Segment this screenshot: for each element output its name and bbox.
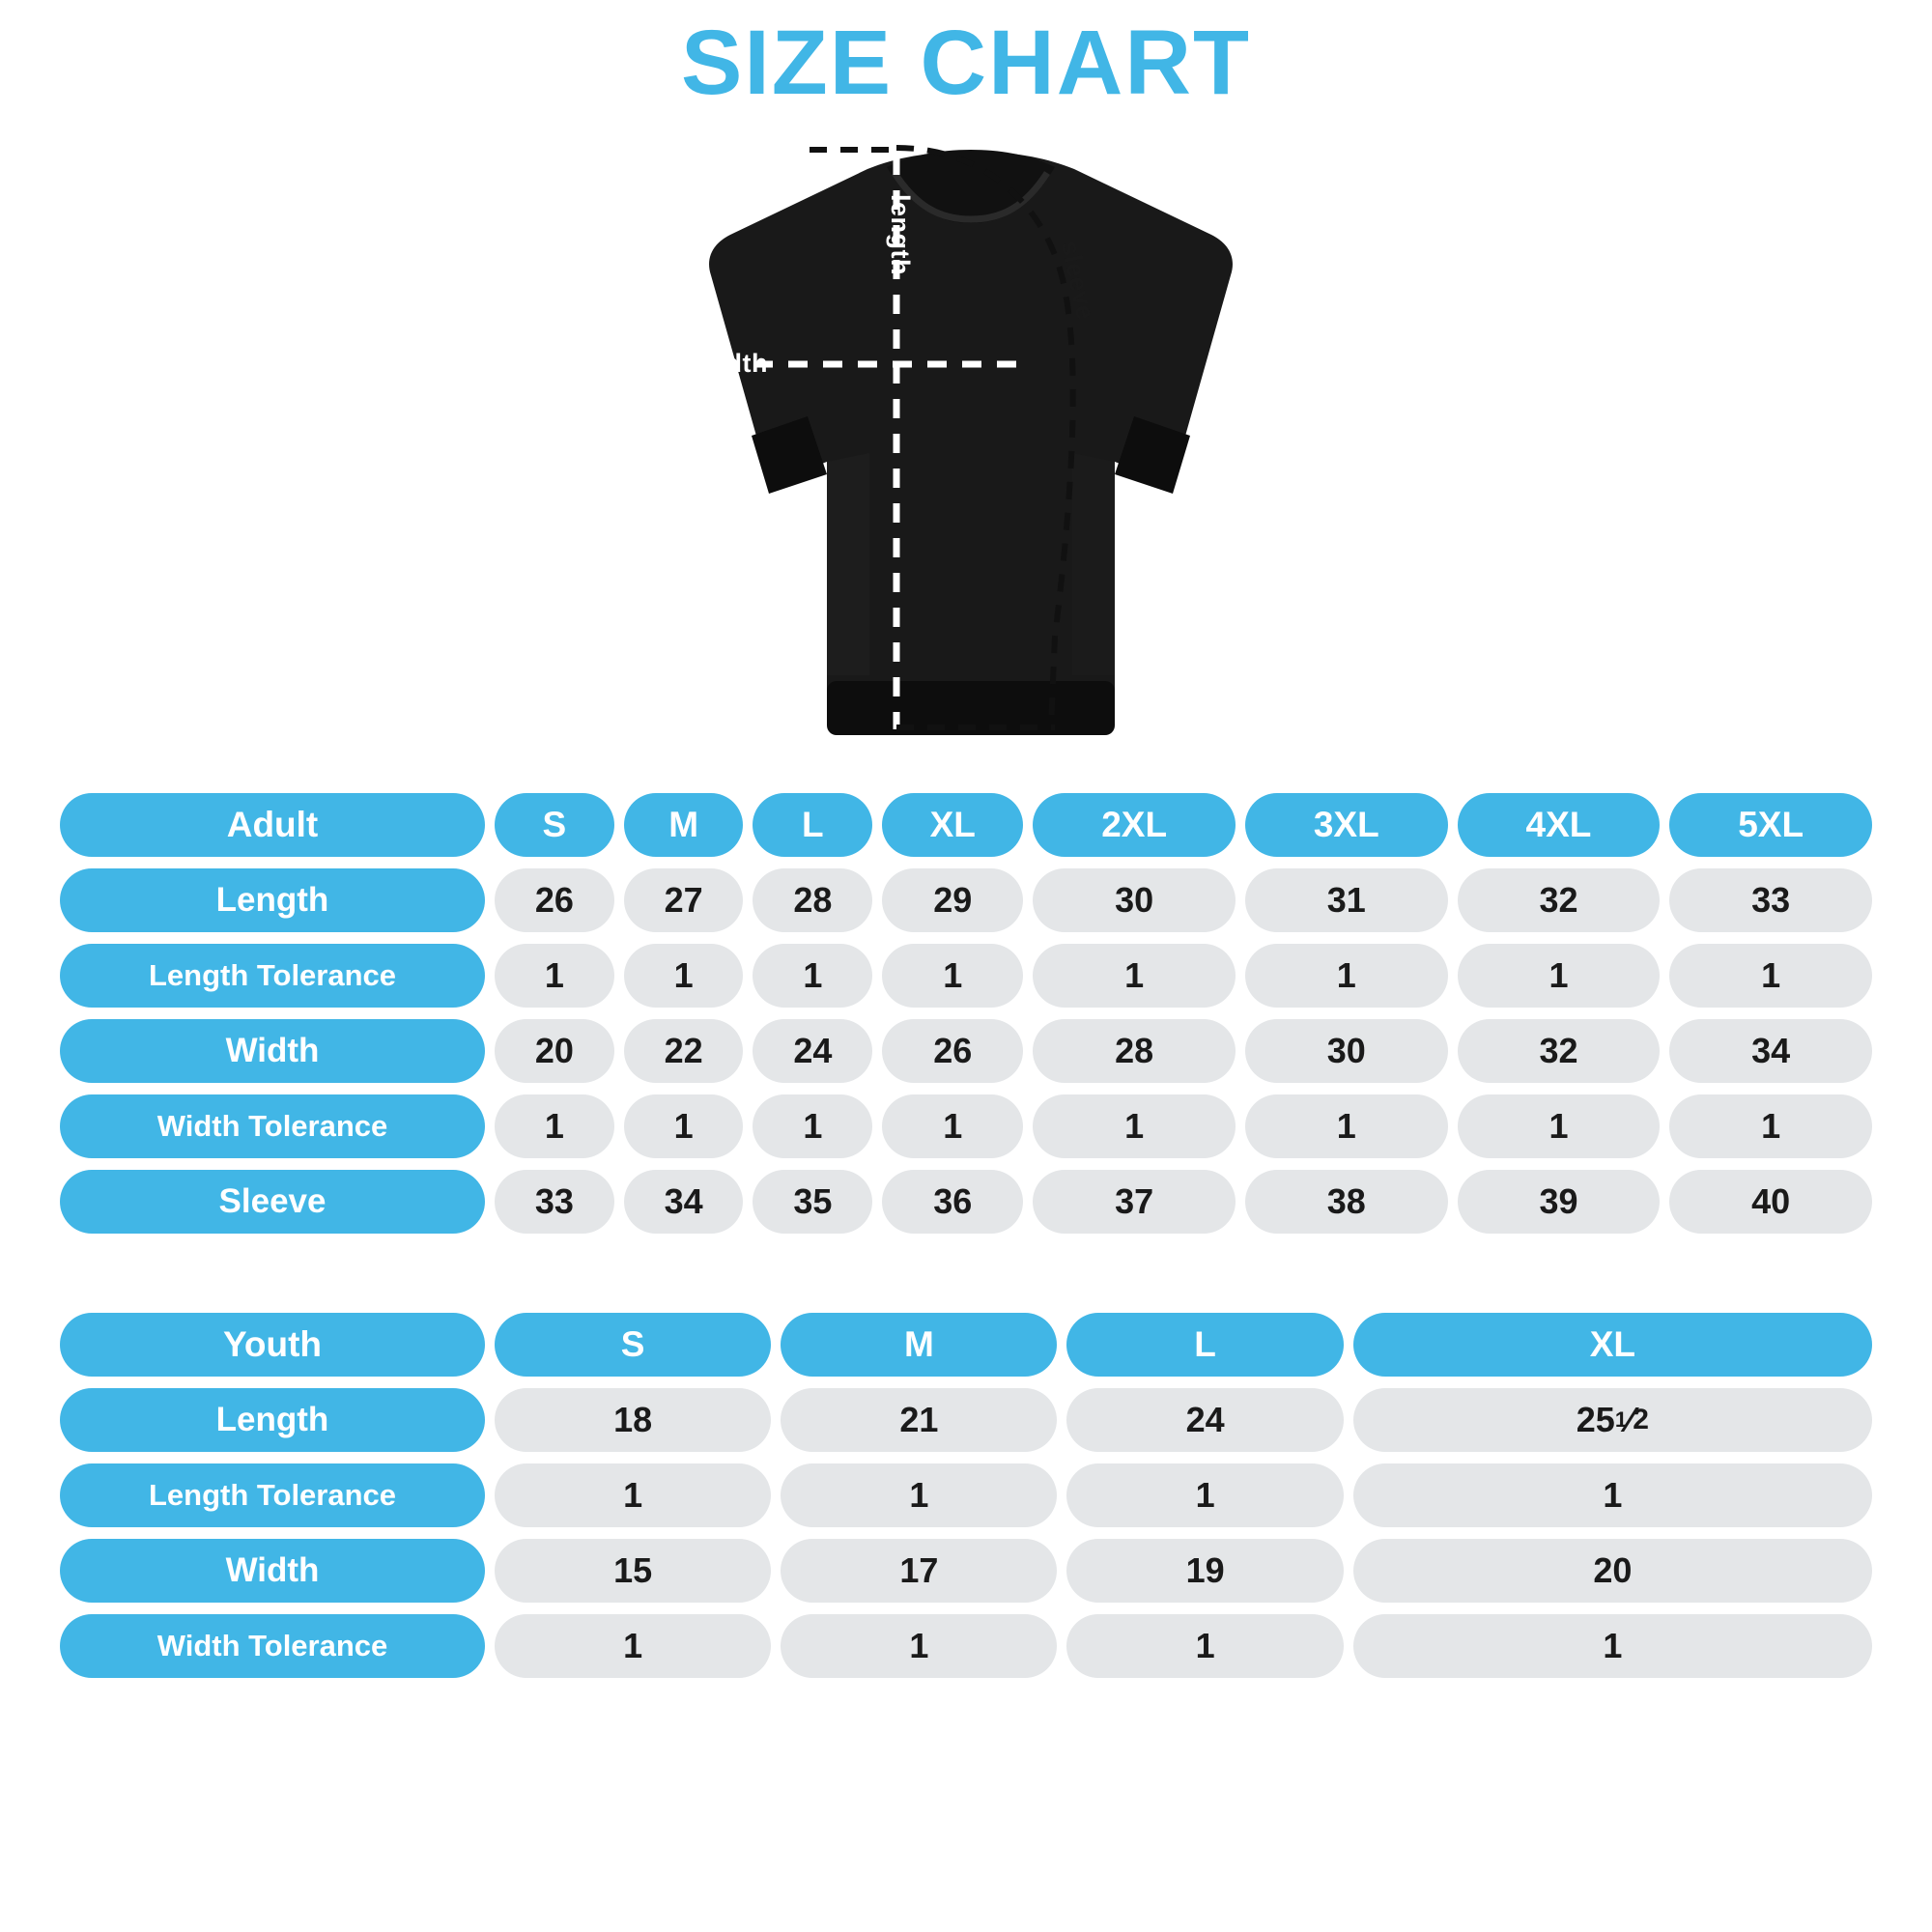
adult-sleeve-s: 33 <box>495 1170 614 1234</box>
adult-sleeve-4xl: 39 <box>1458 1170 1661 1234</box>
youth-width-l: 19 <box>1066 1539 1343 1603</box>
adult-width-tol-5xl: 1 <box>1669 1094 1872 1158</box>
adult-length-m: 27 <box>624 868 744 932</box>
adult-sleeve-2xl: 37 <box>1033 1170 1236 1234</box>
col-header-m: M <box>624 793 744 857</box>
col-header-s: S <box>495 793 614 857</box>
adult-sleeve-3xl: 38 <box>1245 1170 1448 1234</box>
table-row <box>60 1170 1872 1234</box>
page-title: SIZE CHART <box>681 12 1251 114</box>
youth-length-xl: 25 1 ⁄ 2 <box>1353 1388 1872 1452</box>
adult-width-l: 24 <box>753 1019 872 1083</box>
adult-width-4xl: 32 <box>1458 1019 1661 1083</box>
col-header-4xl: 4XL <box>1458 793 1661 857</box>
adult-length-tol-2xl: 1 <box>1033 944 1236 1008</box>
adult-width-tol-l: 1 <box>753 1094 872 1158</box>
adult-width-tol-s: 1 <box>495 1094 614 1158</box>
col-header-2xl: 2XL <box>1033 793 1236 857</box>
youth-width-s: 15 <box>495 1539 771 1603</box>
table-row <box>60 1539 1872 1603</box>
youth-length-tol-s: 1 <box>495 1463 771 1527</box>
youth-length-s: 18 <box>495 1388 771 1452</box>
youth-row-label-width: Width <box>60 1539 485 1603</box>
row-label-length-tolerance: Length Tolerance <box>60 944 485 1008</box>
adult-width-tol-3xl: 1 <box>1245 1094 1448 1158</box>
adult-length-4xl: 32 <box>1458 868 1661 932</box>
adult-width-tol-xl: 1 <box>882 1094 1023 1158</box>
adult-size-table <box>50 781 1882 1245</box>
adult-sleeve-xl: 36 <box>882 1170 1023 1234</box>
adult-width-5xl: 34 <box>1669 1019 1872 1083</box>
table-row <box>60 1463 1872 1527</box>
adult-width-tol-m: 1 <box>624 1094 744 1158</box>
adult-sleeve-l: 35 <box>753 1170 872 1234</box>
width-measure-label: width <box>697 349 768 378</box>
col-header-l: L <box>753 793 872 857</box>
table-row <box>60 1019 1872 1083</box>
row-label-length: Length <box>60 868 485 932</box>
adult-length-3xl: 31 <box>1245 868 1448 932</box>
youth-width-tol-m: 1 <box>781 1614 1057 1678</box>
youth-width-tol-xl: 1 <box>1353 1614 1872 1678</box>
adult-length-s: 26 <box>495 868 614 932</box>
table-row <box>60 944 1872 1008</box>
table-spacer <box>50 1245 1882 1301</box>
table-row <box>60 1388 1872 1452</box>
youth-width-tol-l: 1 <box>1066 1614 1343 1678</box>
adult-width-xl: 26 <box>882 1019 1023 1083</box>
adult-length-2xl: 30 <box>1033 868 1236 932</box>
adult-width-3xl: 30 <box>1245 1019 1448 1083</box>
adult-length-5xl: 33 <box>1669 868 1872 932</box>
adult-length-tol-l: 1 <box>753 944 872 1008</box>
youth-width-m: 17 <box>781 1539 1057 1603</box>
youth-row-label-width-tolerance: Width Tolerance <box>60 1614 485 1678</box>
adult-width-s: 20 <box>495 1019 614 1083</box>
youth-width-tol-s: 1 <box>495 1614 771 1678</box>
row-label-sleeve: Sleeve <box>60 1170 485 1234</box>
adult-sleeve-m: 34 <box>624 1170 744 1234</box>
adult-width-tol-4xl: 1 <box>1458 1094 1661 1158</box>
adult-width-tol-2xl: 1 <box>1033 1094 1236 1158</box>
adult-length-l: 28 <box>753 868 872 932</box>
adult-header: Adult <box>60 793 485 857</box>
sleeve-measure-label: sleeve <box>1055 238 1101 323</box>
youth-length-l: 24 <box>1066 1388 1343 1452</box>
youth-length-tol-l: 1 <box>1066 1463 1343 1527</box>
table-header-row <box>60 1313 1872 1377</box>
adult-length-tol-5xl: 1 <box>1669 944 1872 1008</box>
adult-length-tol-4xl: 1 <box>1458 944 1661 1008</box>
youth-col-header-s: S <box>495 1313 771 1377</box>
garment-illustration <box>0 115 1932 781</box>
size-tables <box>0 781 1932 1690</box>
youth-length-m: 21 <box>781 1388 1057 1452</box>
youth-row-label-length: Length <box>60 1388 485 1452</box>
adult-width-2xl: 28 <box>1033 1019 1236 1083</box>
adult-length-tol-s: 1 <box>495 944 614 1008</box>
adult-length-tol-m: 1 <box>624 944 744 1008</box>
row-label-width: Width <box>60 1019 485 1083</box>
table-row <box>60 1614 1872 1678</box>
youth-col-header-l: L <box>1066 1313 1343 1377</box>
table-row <box>60 1094 1872 1158</box>
adult-width-m: 22 <box>624 1019 744 1083</box>
adult-sleeve-5xl: 40 <box>1669 1170 1872 1234</box>
length-measure-label: length <box>886 194 915 275</box>
col-header-5xl: 5XL <box>1669 793 1872 857</box>
col-header-xl: XL <box>882 793 1023 857</box>
sweatshirt-graphic <box>638 134 1304 772</box>
adult-length-xl: 29 <box>882 868 1023 932</box>
adult-length-tol-xl: 1 <box>882 944 1023 1008</box>
youth-width-xl: 20 <box>1353 1539 1872 1603</box>
youth-col-header-m: M <box>781 1313 1057 1377</box>
col-header-3xl: 3XL <box>1245 793 1448 857</box>
youth-header: Youth <box>60 1313 485 1377</box>
adult-length-tol-3xl: 1 <box>1245 944 1448 1008</box>
youth-length-tol-xl: 1 <box>1353 1463 1872 1527</box>
table-header-row <box>60 793 1872 857</box>
table-row <box>60 868 1872 932</box>
row-label-width-tolerance: Width Tolerance <box>60 1094 485 1158</box>
youth-size-table <box>50 1301 1882 1690</box>
youth-row-label-length-tolerance: Length Tolerance <box>60 1463 485 1527</box>
youth-length-tol-m: 1 <box>781 1463 1057 1527</box>
youth-col-header-xl: XL <box>1353 1313 1872 1377</box>
